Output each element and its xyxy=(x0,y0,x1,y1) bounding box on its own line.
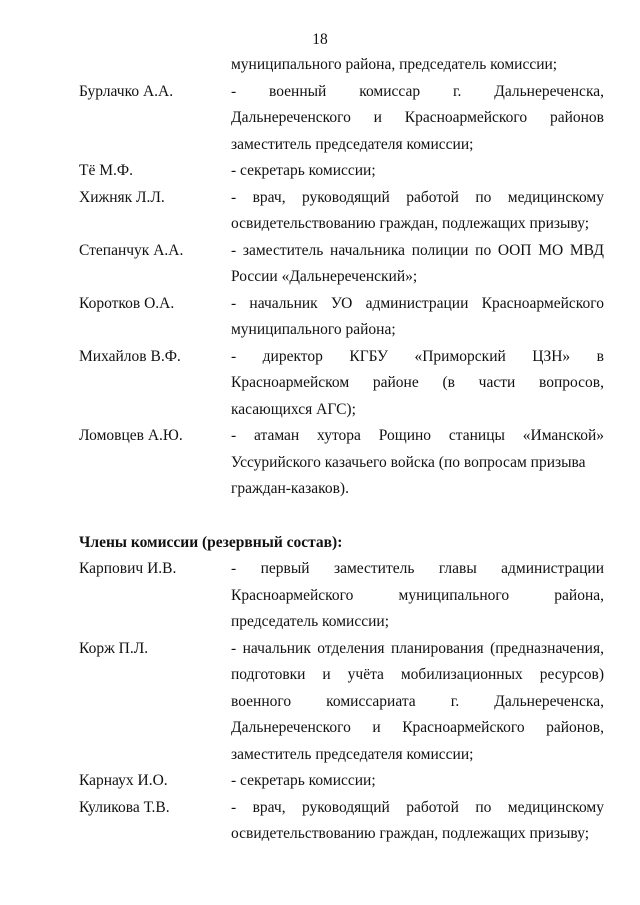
member-row xyxy=(79,185,604,238)
description-line: муниципального района; xyxy=(231,321,396,338)
member-description xyxy=(231,238,604,291)
description-line: - начальник УО администрации Красноармейского xyxy=(231,294,604,312)
description-line: - начальник отделения планирования (предназначения, xyxy=(231,639,604,657)
member-row xyxy=(79,291,604,344)
description-line: подготовки и учёта мобилизационных ресурсов) xyxy=(231,666,604,683)
description-line: - первый заместитель главы администрации xyxy=(231,560,604,577)
description-line: граждан-казаков). xyxy=(231,480,349,497)
member-description xyxy=(231,795,604,848)
description-line: - атаман хутора Рощино станицы «Иманской» xyxy=(231,427,604,444)
main-members-list xyxy=(79,79,604,503)
member-description xyxy=(231,423,604,503)
member-row xyxy=(79,344,604,424)
description-line: - врач, руководящий работой по медицинскому xyxy=(231,798,604,816)
member-row xyxy=(79,423,604,503)
description-line: освидетельствованию граждан, подлежащих призыву; xyxy=(231,825,590,842)
description-line: - врач, руководящий работой по медицинскому xyxy=(231,188,604,206)
member-description xyxy=(231,636,604,769)
description-line: Дальнереченского и Красноармейского районов xyxy=(231,109,604,126)
description-line: Уссурийского казачьего войска (по вопросам призыва xyxy=(231,453,586,471)
description-line: военного комиссариата г. Дальнереченска, xyxy=(231,692,604,710)
description-line: - секретарь комиссии; xyxy=(231,162,376,179)
description-line: Красноармейском районе (в части вопросов, xyxy=(231,374,604,391)
description-line: - заместитель начальника полиции по ООП МО МВД xyxy=(231,241,604,259)
member-description xyxy=(231,158,604,185)
member-row xyxy=(79,79,604,159)
description-line: - директор КГБУ «Приморский ЦЗН» в xyxy=(231,347,604,365)
member-name: Бурлачко А.А. xyxy=(79,82,174,100)
member-row xyxy=(79,556,604,636)
continuation-text: муниципального района, председатель комиссии; xyxy=(231,56,558,73)
member-name: Степанчук А.А. xyxy=(79,241,184,259)
member-description xyxy=(231,556,604,636)
description-line: Красноармейского муниципального района, xyxy=(231,586,604,604)
description-line: России «Дальнереченский»; xyxy=(231,268,418,285)
member-name: Корж П.Л. xyxy=(79,639,149,657)
page-number: 18 xyxy=(312,31,328,48)
description-line: освидетельствованию граждан, подлежащих призыву; xyxy=(231,215,590,232)
member-row xyxy=(79,636,604,769)
member-row xyxy=(79,795,604,848)
member-row xyxy=(79,158,604,185)
member-description xyxy=(231,79,604,159)
member-row xyxy=(79,768,604,795)
member-name: Тё М.Ф. xyxy=(79,162,134,179)
member-name: Коротков О.А. xyxy=(79,294,175,312)
member-name: Хижняк Л.Л. xyxy=(79,188,165,206)
description-line: заместитель председателя комиссии; xyxy=(231,135,474,153)
member-row xyxy=(79,238,604,291)
description-line: - секретарь комиссии; xyxy=(231,772,376,789)
document-body xyxy=(79,52,604,848)
member-name: Карпович И.В. xyxy=(79,560,177,577)
member-name: Карнаух И.О. xyxy=(79,772,168,789)
member-description xyxy=(231,291,604,344)
reserve-heading: Члены комиссии (резервный состав): xyxy=(79,533,343,551)
member-description xyxy=(231,185,604,238)
member-description xyxy=(231,768,604,795)
member-name: Михайлов В.Ф. xyxy=(79,347,181,365)
member-name: Куликова Т.В. xyxy=(79,798,170,816)
reserve-members-list xyxy=(79,556,604,848)
description-line: председатель комиссии; xyxy=(231,613,390,630)
description-line: - военный комиссар г. Дальнереченска, xyxy=(231,82,604,100)
continuation-row xyxy=(79,52,604,79)
description-line: заместитель председателя комиссии; xyxy=(231,745,474,763)
member-name: Ломовцев А.Ю. xyxy=(79,427,183,444)
description-line: Дальнереченского и Красноармейского районов, xyxy=(231,719,604,736)
member-description xyxy=(231,344,604,424)
description-line: касающихся АГС); xyxy=(231,400,356,418)
